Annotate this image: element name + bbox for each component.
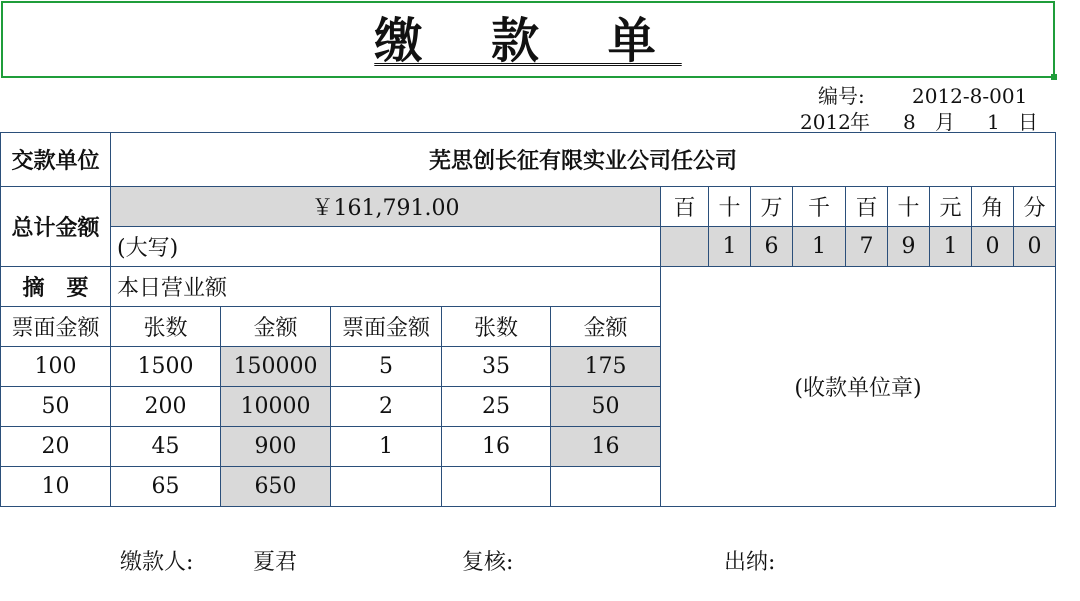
digit-value[interactable]: 7 [846,227,888,267]
detail-cell[interactable]: 10000 [221,387,331,427]
date-year-unit: 年 [850,110,870,134]
payment-form-table [0,132,1056,507]
digit-header[interactable]: 分 [1014,187,1056,227]
detail-cell[interactable] [551,467,661,507]
digit-header[interactable]: 百 [846,187,888,227]
detail-cell[interactable]: 16 [551,427,661,467]
detail-cell[interactable]: 150000 [221,347,331,387]
detail-cell[interactable]: 1 [331,427,442,467]
detail-cell[interactable]: 200 [111,387,221,427]
date-day-unit: 日 [1018,110,1038,134]
payer-name: 夏君 [253,550,298,575]
review-label: 复核: [462,550,514,575]
serial-label: 编号: [818,84,865,108]
detail-cell[interactable]: 20 [0,427,111,467]
detail-header[interactable]: 票面金额 [331,307,442,347]
detail-cell[interactable]: 65 [111,467,221,507]
detail-cell[interactable]: 50 [551,387,661,427]
payer-unit-label[interactable]: 交款单位 [0,132,111,187]
detail-cell[interactable]: 16 [442,427,551,467]
digit-value[interactable]: 0 [1014,227,1056,267]
digit-header[interactable]: 元 [930,187,972,227]
detail-cell[interactable]: 45 [111,427,221,467]
digit-header[interactable]: 百 [661,187,709,227]
cashier-label: 出纳: [724,550,776,575]
detail-cell[interactable]: 25 [442,387,551,427]
digit-header[interactable]: 十 [709,187,751,227]
title-cell[interactable] [1,1,1055,78]
digit-value[interactable]: 1 [709,227,751,267]
payer-label: 缴款人: [120,550,194,575]
date-year: 2012 [800,110,851,134]
digit-value[interactable]: 0 [972,227,1014,267]
detail-header[interactable]: 张数 [111,307,221,347]
digit-value[interactable]: 1 [793,227,846,267]
digit-header[interactable]: 角 [972,187,1014,227]
digit-header[interactable]: 万 [751,187,793,227]
stamp-area[interactable]: (收款单位章) [661,267,1056,507]
serial-value: 2012-8-001 [912,84,1028,108]
detail-cell[interactable]: 900 [221,427,331,467]
capital-amount-label[interactable]: (大写) [111,227,661,267]
digit-header[interactable]: 千 [793,187,846,227]
digit-value[interactable]: 9 [888,227,930,267]
digit-value[interactable]: 1 [930,227,972,267]
detail-header[interactable]: 票面金额 [0,307,111,347]
detail-cell[interactable]: 1500 [111,347,221,387]
detail-cell[interactable]: 35 [442,347,551,387]
date-month-unit: 月 [935,110,955,134]
selection-fill-handle[interactable] [1051,74,1057,80]
detail-cell[interactable] [442,467,551,507]
payer-unit-value[interactable]: 芜思创长征有限实业公司任公司 [111,132,1056,187]
digit-value[interactable]: 6 [751,227,793,267]
summary-label[interactable]: 摘 要 [0,267,111,307]
date-month: 8 [903,110,916,134]
detail-header[interactable]: 张数 [442,307,551,347]
detail-cell[interactable]: 2 [331,387,442,427]
digit-header[interactable]: 十 [888,187,930,227]
detail-cell[interactable]: 100 [0,347,111,387]
detail-header[interactable]: 金额 [221,307,331,347]
detail-cell[interactable]: 175 [551,347,661,387]
total-label[interactable]: 总计金额 [0,187,111,267]
detail-cell[interactable]: 5 [331,347,442,387]
total-amount[interactable]: ￥161,791.00 [111,187,661,227]
date-day: 1 [987,110,1000,134]
summary-value[interactable]: 本日营业额 [111,267,661,307]
detail-cell[interactable]: 50 [0,387,111,427]
document-title: 缴 款 单 [374,13,682,69]
detail-cell[interactable]: 650 [221,467,331,507]
detail-cell[interactable]: 10 [0,467,111,507]
detail-cell[interactable] [331,467,442,507]
digit-value[interactable] [661,227,709,267]
detail-header[interactable]: 金额 [551,307,661,347]
